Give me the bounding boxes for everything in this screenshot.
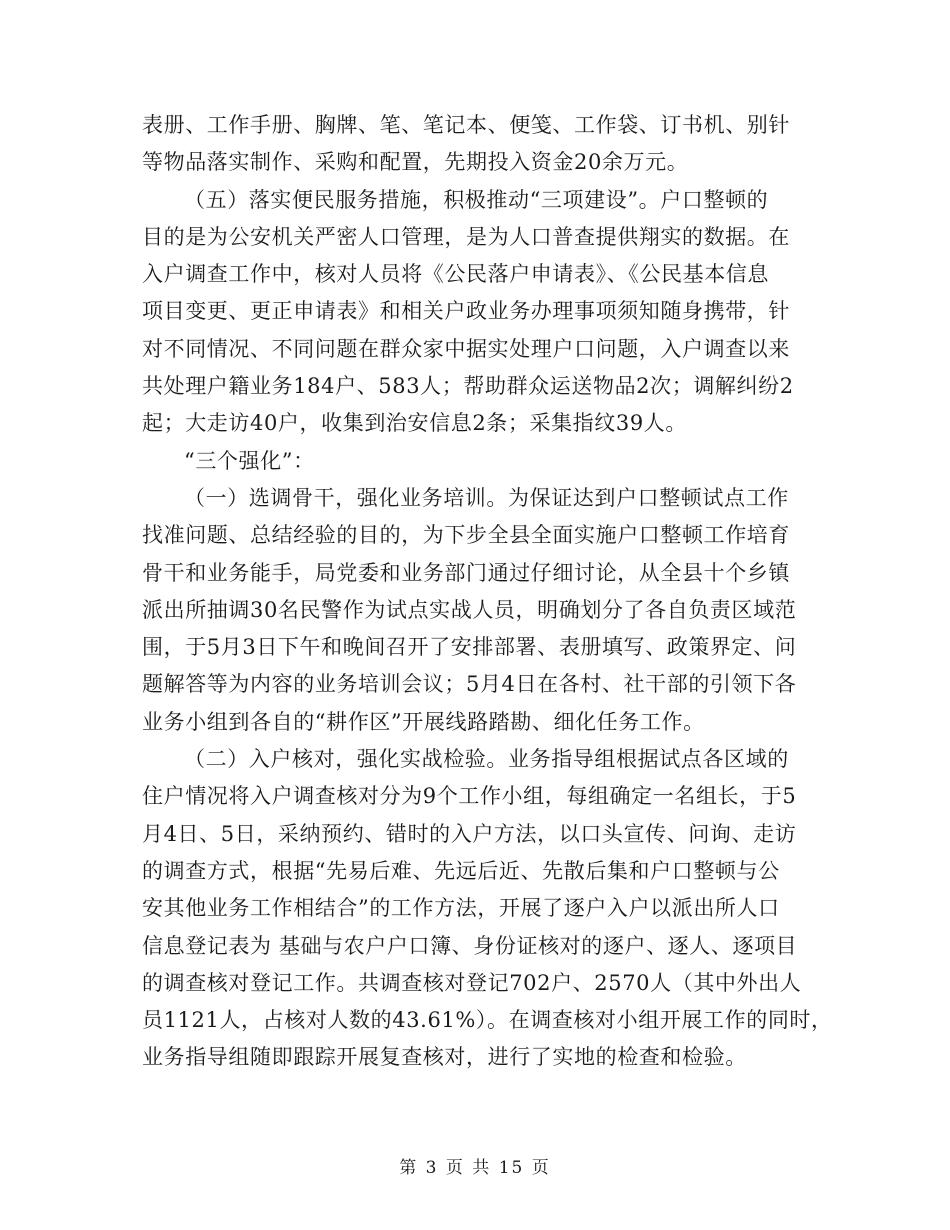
text-line: 骨干和业务能手，局党委和业务部门通过仔细讨论，从全县十个乡镇 — [142, 560, 790, 585]
text-line: 的调查方式，根据“先易后难、先远后近、先散后集和户口整顿与公 — [142, 858, 780, 883]
text-line: 安其他业务工作相结合”的工作方法，开展了逐户入户以派出所人口 — [142, 896, 780, 921]
text-line: 住户情况将入户调查核对分为9个工作小组，每组确定一名组长，于5 — [142, 784, 797, 809]
text-line: 入户调查工作中，核对人员将《公民落户申请表》、《公民基本信息 — [142, 262, 769, 287]
page-number-footer: 第 3 页 共 15 页 — [399, 1158, 551, 1178]
text-line: 业务指导组随即跟踪开展复查核对，进行了实地的检查和检验。 — [142, 1045, 747, 1070]
text-line: 等物品落实制作、采购和配置，先期投入资金20余万元。 — [142, 150, 689, 175]
text-line: 的调查核对登记工作。共调查核对登记702户、2570人（其中外出人 — [142, 970, 802, 995]
text-line: 起；大走访40户，收集到治安信息2条；采集指纹39人。 — [142, 411, 688, 436]
text-line: 题解答等为内容的业务培训会议；5月4日在各村、社干部的引领下各 — [142, 672, 797, 697]
text-line: 派出所抽调30名民警作为试点实战人员，明确划分了各自负责区域范 — [142, 597, 797, 622]
section-heading: “三个强化”： — [184, 448, 315, 473]
text-line: 员1121人，占核对人数的43.61%）。在调查核对小组开展工作的同时， — [142, 1008, 833, 1033]
document-body — [142, 107, 833, 1077]
text-line: 月4日、5日，采纳预约、错时的入户方法，以口头宣传、问询、走访 — [142, 821, 797, 846]
paragraph-start-line: （一）选调骨干，强化业务培训。为保证达到户口整顿试点工作 — [184, 485, 789, 510]
paragraph-start-line: （五）落实便民服务措施，积极推动“三项建设”。户口整顿的 — [184, 187, 769, 212]
text-line: 信息登记表为 基础与农户户口簿、身份证核对的逐户、逐人、逐项目 — [142, 933, 798, 958]
text-line: 目的是为公安机关严密人口管理，是为人口普查提供翔实的数据。在 — [142, 224, 790, 249]
text-line: 表册、工作手册、胸牌、笔、笔记本、便笺、工作袋、订书机、别针 — [142, 113, 790, 137]
paragraph-start-line: （二）入户核对，强化实战检验。业务指导组根据试点各区域的 — [184, 747, 789, 772]
text-line: 围，于5月3日下午和晚间召开了安排部署、表册填写、政策界定、问 — [142, 635, 797, 660]
text-line: 对不同情况、不同问题在群众家中据实处理户口问题，入户调查以来 — [142, 336, 790, 361]
text-line: 共处理户籍业务184户、583人；帮助群众运送物品2次；调解纠纷2 — [142, 374, 794, 399]
text-line: 找准问题、总结经验的目的，为下步全县全面实施户口整顿工作培育 — [142, 523, 790, 548]
text-line: 项目变更、更正申请表》和相关户政业务办理事项须知随身携带，针 — [142, 299, 790, 324]
text-line: 业务小组到各自的“耕作区”开展线路踏勘、细化任务工作。 — [142, 709, 705, 734]
